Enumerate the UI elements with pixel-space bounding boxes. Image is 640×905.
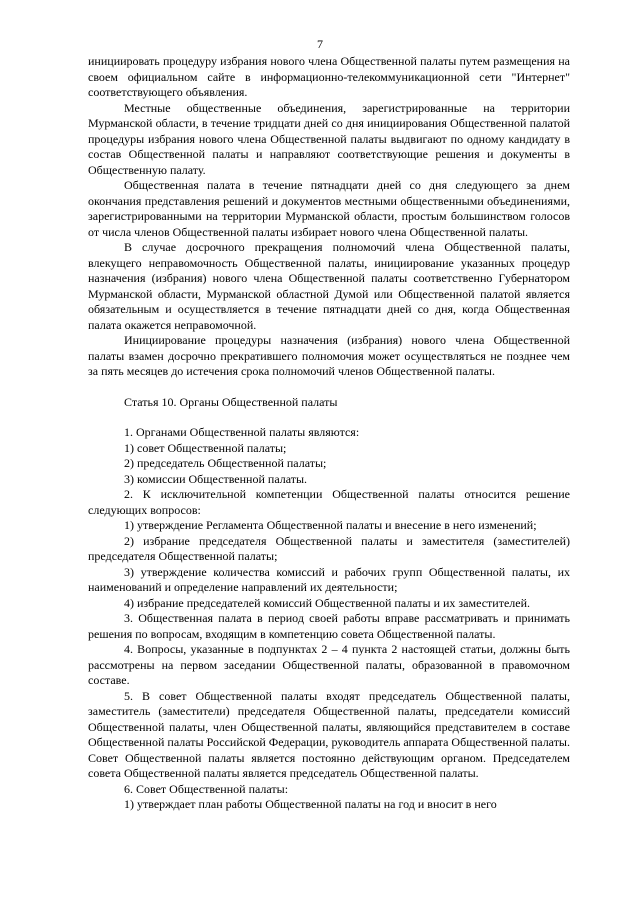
article-title: Статья 10. Органы Общественной палаты	[124, 394, 338, 409]
paragraph: 2. К исключительной компетенции Общественной палаты относится решение следующих вопросов:	[88, 487, 570, 517]
paragraph: 3. Общественная палата в период своей работы вправе рассматривать и принимать решения по вопросам, входящим в компетенцию совета Общественной палаты.	[88, 611, 570, 641]
paragraph: 3) утверждение количества комиссий и рабочих групп Общественной палаты, их наименований и определение направлений их деятельности;	[88, 564, 570, 594]
document-body	[88, 54, 570, 813]
paragraph: В случае досрочного прекращения полномочий члена Общественной палаты, влекущего неправомочность Общественной палаты, инициирование указанных процедур назначения (избрания) нового члена Общественной палаты соответственно Губернатором Мурманской области, Мурманской областной Думой или Общественной палатой является обязательным и осуществляется в течение пятнадцати дней со дня, когда Общественная палата окажется неправомочной.	[88, 240, 570, 332]
page-number: 7	[317, 37, 323, 51]
paragraph: Инициирование процедуры назначения (избрания) нового члена Общественной палаты взамен досрочно прекратившего полномочия может осуществляться не позднее чем за пять месяцев до истечения срока полномочий членов Общественной палаты.	[88, 333, 570, 378]
paragraph: 2) председатель Общественной палаты;	[124, 456, 327, 470]
paragraph: 6. Совет Общественной палаты:	[124, 781, 289, 796]
paragraph: 1. Органами Общественной палаты являются:	[124, 425, 360, 439]
paragraph: 1) совет Общественной палаты;	[124, 440, 287, 455]
paragraph: 3) комиссии Общественной палаты.	[124, 471, 308, 486]
paragraph: 5. В совет Общественной палаты входят председатель Общественной палаты, заместитель (заместители) председателя Общественной палаты, председатели комиссий Общественной палаты, член Общественной палаты, являющийся представителем в составе Общественной палаты Российской Федерации, руководитель аппарата Общественной палаты. Совет Общественной палаты является постоянно действующим органом. Председателем совета Общественной палаты является председатель Общественной палаты.	[88, 688, 570, 780]
paragraph: 1) утверждение Регламента Общественной палаты и внесение в него изменений;	[124, 518, 537, 532]
paragraph: Местные общественные объединения, зарегистрированные на территории Мурманской области, в течение тридцати дней со дня инициирования Общественной палатой процедуры избрания нового члена Общественной палаты выдвигают по одному кандидату в состав Общественной палаты и направляют соответствующие решения и документы в Общественную палату.	[88, 100, 570, 177]
paragraph: 2) избрание председателя Общественной палаты и заместителя (заместителей) председателя Общественной палаты;	[88, 533, 570, 563]
paragraph: 4) избрание председателей комиссий Общественной палаты и их заместителей.	[124, 595, 531, 610]
paragraph: 4. Вопросы, указанные в подпунктах 2 – 4 пункта 2 настоящей статьи, должны быть рассмотрены на первом заседании Общественной палаты, образованной в правомочном составе.	[88, 642, 570, 687]
paragraph: 1) утверждает план работы Общественной палаты на год и вносит в него	[124, 797, 497, 811]
paragraph: инициировать процедуру избрания нового члена Общественной палаты путем размещения на своем официальном сайте в информационно-телекоммуникационной сети "Интернет" соответствующего объявления.	[88, 54, 570, 99]
paragraph: Общественная палата в течение пятнадцати дней со дня следующего за днем окончания представления решений и документов местными общественными объединениями, зарегистрированными на территории Мурманской области, простым большинством голосов от числа членов Общественной палаты избирает нового члена Общественной палаты.	[88, 178, 570, 239]
